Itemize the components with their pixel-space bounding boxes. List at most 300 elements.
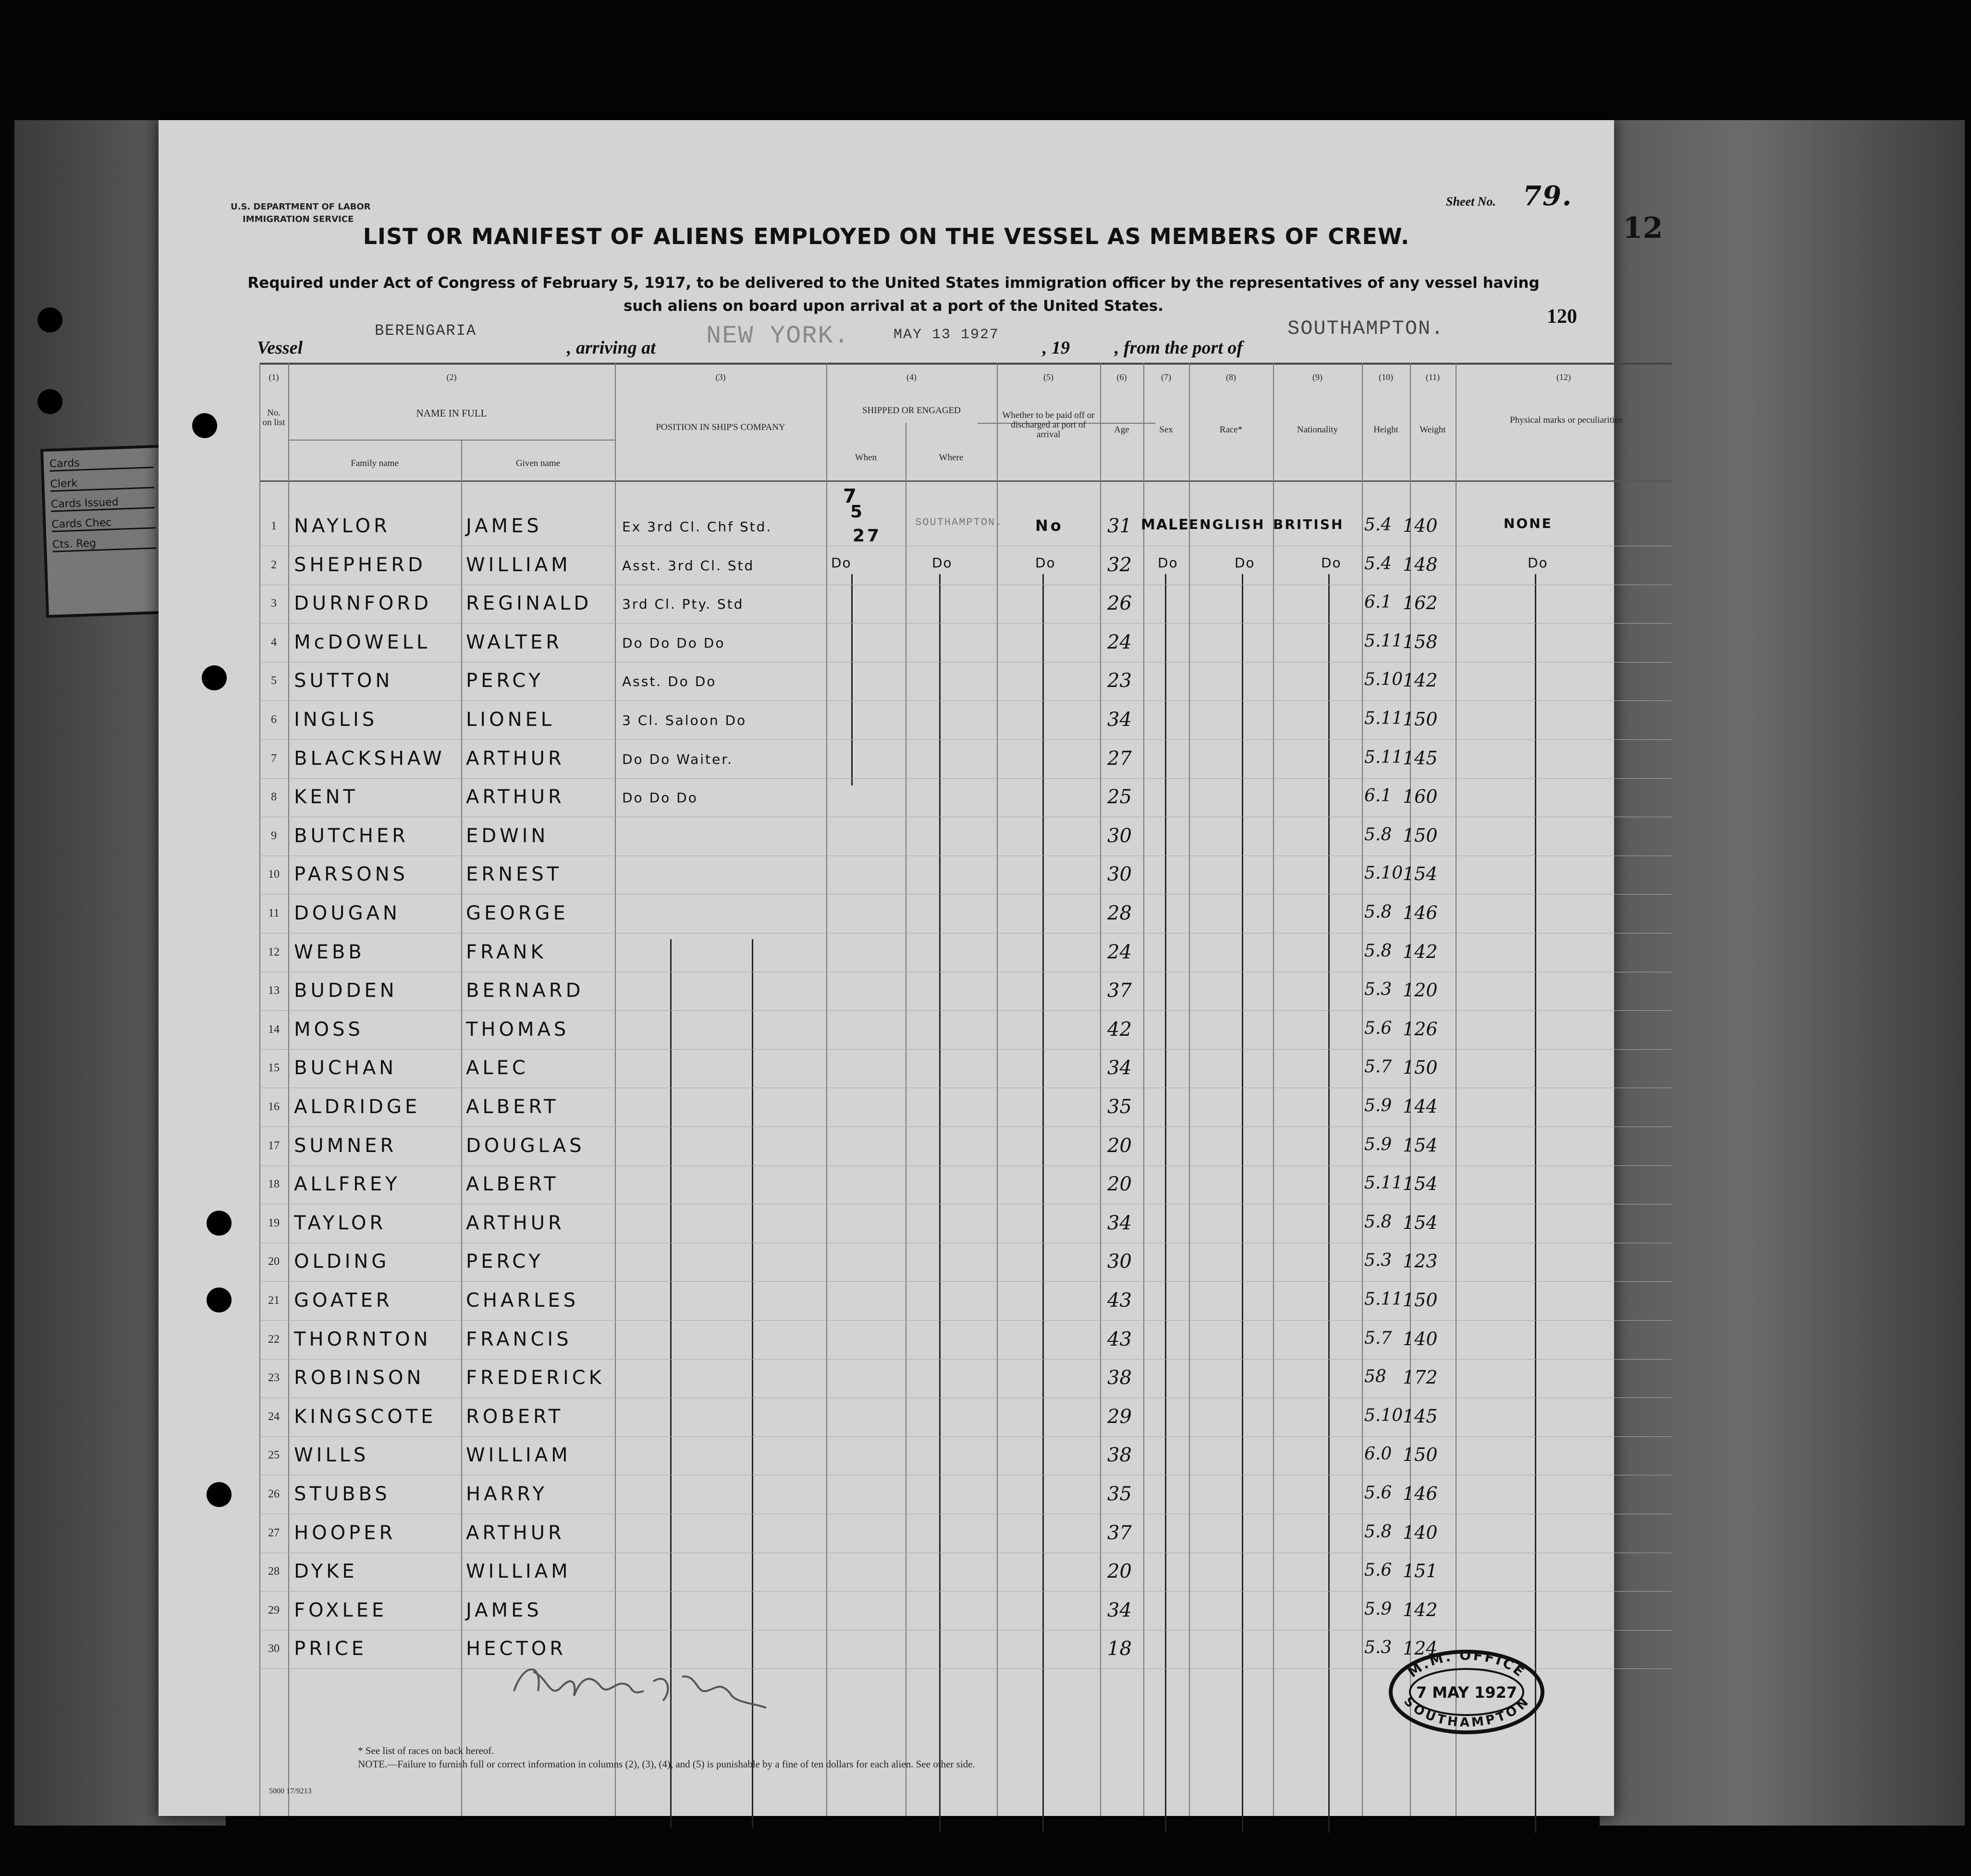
col-number: (1) bbox=[269, 372, 279, 382]
family-name: MOSS bbox=[294, 1018, 364, 1041]
age: 43 bbox=[1107, 1289, 1132, 1312]
header-weight: Weight bbox=[1420, 425, 1446, 435]
given-name: WALTER bbox=[466, 631, 563, 653]
header-paid-off: Whether to be paid off or discharged at port of arrival bbox=[1002, 410, 1095, 440]
age: 35 bbox=[1107, 1096, 1132, 1118]
age: 30 bbox=[1107, 824, 1132, 847]
given-name: BERNARD bbox=[466, 980, 584, 1002]
ditto-line bbox=[1328, 574, 1330, 1833]
weight: 145 bbox=[1403, 747, 1438, 769]
col-rule bbox=[1456, 363, 1457, 1816]
row-number: 20 bbox=[268, 1255, 280, 1268]
height: 5.4 bbox=[1364, 553, 1392, 574]
weight: 124 bbox=[1403, 1638, 1438, 1659]
given-name: ARTHUR bbox=[466, 1212, 565, 1234]
header-sex: Sex bbox=[1159, 425, 1173, 435]
table-top-rule bbox=[259, 363, 1672, 365]
family-name: PRICE bbox=[294, 1638, 367, 1660]
row-number: 27 bbox=[268, 1526, 280, 1539]
ditto-line bbox=[1242, 574, 1243, 1833]
row-number: 18 bbox=[268, 1178, 280, 1191]
ditto-mark: Do bbox=[1528, 555, 1548, 571]
family-name: BUTCHER bbox=[294, 824, 409, 847]
age: 30 bbox=[1107, 863, 1132, 886]
weight: 154 bbox=[1403, 1212, 1438, 1233]
row-number: 26 bbox=[268, 1488, 280, 1500]
row-number: 1 bbox=[271, 520, 277, 532]
height: 5.10 bbox=[1364, 1405, 1403, 1425]
row-number: 10 bbox=[268, 868, 280, 881]
row-number: 7 bbox=[271, 752, 277, 765]
height: 5.11 bbox=[1364, 631, 1403, 651]
family-name: THORNTON bbox=[294, 1328, 431, 1350]
row-rule bbox=[259, 1281, 1672, 1282]
age: 24 bbox=[1107, 631, 1132, 653]
col-rule bbox=[615, 363, 616, 1816]
family-name: OLDING bbox=[294, 1251, 390, 1273]
height: 6.0 bbox=[1364, 1444, 1392, 1464]
weight: 140 bbox=[1403, 1521, 1438, 1543]
stamp-date: 7 MAY 1927 bbox=[1416, 1683, 1518, 1702]
page-title: LIST OR MANIFEST OF ALIENS EMPLOYED ON THE VESSEL AS MEMBERS OF CREW. bbox=[363, 223, 1410, 249]
row-rule bbox=[259, 1165, 1672, 1166]
row-number: 2 bbox=[271, 558, 277, 571]
row-rule bbox=[259, 739, 1672, 740]
col-number: (9) bbox=[1312, 372, 1322, 382]
row-number: 12 bbox=[268, 945, 280, 958]
age: 34 bbox=[1107, 1212, 1132, 1234]
age: 28 bbox=[1107, 902, 1132, 924]
when-month: 5 bbox=[850, 502, 865, 522]
header-where: Where bbox=[939, 453, 964, 463]
weight: 160 bbox=[1403, 786, 1438, 808]
age: 38 bbox=[1107, 1367, 1132, 1389]
manifest-table bbox=[259, 363, 1672, 1816]
given-name: GEORGE bbox=[466, 902, 569, 924]
header-no-on-list: No. on list bbox=[262, 408, 285, 428]
height: 5.8 bbox=[1364, 941, 1392, 961]
given-name: FRANCIS bbox=[466, 1328, 572, 1350]
row-rule bbox=[259, 1436, 1672, 1437]
weight: 126 bbox=[1403, 1018, 1438, 1040]
age: 25 bbox=[1107, 786, 1132, 809]
age: 35 bbox=[1107, 1483, 1132, 1505]
binder-hole bbox=[37, 307, 62, 332]
family-name: DOUGAN bbox=[294, 902, 401, 924]
col-rule bbox=[826, 363, 827, 1816]
height: 5.8 bbox=[1364, 902, 1392, 922]
weight: 154 bbox=[1403, 1134, 1438, 1156]
row-number: 5 bbox=[271, 674, 277, 687]
family-name: TAYLOR bbox=[294, 1212, 387, 1234]
height: 6.1 bbox=[1364, 592, 1392, 613]
binder-hole bbox=[207, 1211, 232, 1236]
age: 18 bbox=[1107, 1638, 1132, 1660]
row-rule bbox=[259, 778, 1672, 779]
weight: 140 bbox=[1403, 515, 1438, 536]
vessel-label: Vessel bbox=[257, 338, 303, 358]
inspector-signature bbox=[504, 1648, 773, 1715]
header-given-name: Given name bbox=[515, 458, 561, 468]
given-name: CHARLES bbox=[466, 1289, 579, 1312]
weight: 162 bbox=[1403, 592, 1438, 614]
age: 20 bbox=[1107, 1560, 1132, 1583]
weight: 142 bbox=[1403, 670, 1438, 691]
row-number: 29 bbox=[268, 1604, 280, 1617]
given-name: ARTHUR bbox=[466, 786, 565, 809]
height: 5.11 bbox=[1364, 1173, 1403, 1193]
agency-subline: IMMIGRATION SERVICE bbox=[243, 214, 354, 224]
age: 24 bbox=[1107, 941, 1132, 963]
page-subtitle: Required under Act of Congress of February 5, 1917, to be delivered to the United States immigration officer by the representatives of any vessel having such aliens on board upon arrival at a port of the United States. bbox=[247, 274, 1540, 315]
family-name: McDOWELL bbox=[294, 631, 431, 653]
height: 5.6 bbox=[1364, 1018, 1392, 1038]
col-number: (3) bbox=[715, 372, 726, 382]
given-name: PERCY bbox=[466, 1251, 544, 1273]
vessel-name: BERENGARIA bbox=[375, 322, 477, 340]
col-rule bbox=[1100, 363, 1101, 1816]
name-subhead-rule bbox=[288, 440, 615, 441]
ditto-line bbox=[939, 574, 941, 1833]
family-name: KENT bbox=[294, 786, 358, 809]
family-name: SHEPHERD bbox=[294, 553, 426, 576]
row-number: 15 bbox=[268, 1062, 280, 1075]
stamp-graphic bbox=[1387, 1648, 1546, 1734]
left-stamp-line: Cards Chec bbox=[51, 515, 156, 532]
col-number: (2) bbox=[446, 372, 457, 382]
family-name: KINGSCOTE bbox=[294, 1405, 437, 1428]
footnote-penalty: NOTE.—Failure to furnish full or correct information in columns (2), (3), (4), and (5) is punishable by a fine of ten dollars for each alien. See other side. bbox=[358, 1758, 975, 1770]
signature-stroke bbox=[514, 1669, 766, 1708]
weight: 123 bbox=[1403, 1251, 1438, 1272]
header-bottom-rule bbox=[259, 480, 1672, 482]
ditto-line bbox=[1535, 574, 1536, 1833]
weight: 148 bbox=[1403, 553, 1438, 575]
row-number: 28 bbox=[268, 1565, 280, 1578]
row-rule bbox=[259, 1591, 1672, 1592]
weight: 150 bbox=[1403, 1444, 1438, 1466]
age: 43 bbox=[1107, 1328, 1132, 1350]
height: 5.8 bbox=[1364, 1212, 1392, 1232]
page-number: 120 bbox=[1547, 306, 1577, 328]
position: 3 Cl. Saloon Do bbox=[622, 712, 747, 728]
sheet-label: Sheet No. bbox=[1446, 195, 1496, 208]
col-rule bbox=[259, 363, 260, 1816]
given-name: WILLIAM bbox=[466, 1444, 571, 1467]
arrival-date: MAY 13 1927 bbox=[894, 327, 1000, 343]
binder-hole bbox=[192, 413, 217, 438]
age: 42 bbox=[1107, 1018, 1132, 1041]
weight: 172 bbox=[1403, 1367, 1438, 1388]
given-name: ARTHUR bbox=[466, 1521, 565, 1544]
row-number: 3 bbox=[271, 597, 277, 610]
given-name: HECTOR bbox=[466, 1638, 566, 1660]
given-name: REGINALD bbox=[466, 592, 592, 615]
row-number: 25 bbox=[268, 1449, 280, 1462]
age: 34 bbox=[1107, 709, 1132, 731]
age: 29 bbox=[1107, 1405, 1132, 1428]
left-stamp-line: Cards Issued bbox=[51, 495, 155, 512]
height: 5.10 bbox=[1364, 670, 1403, 690]
given-name: THOMAS bbox=[466, 1018, 570, 1041]
age: 20 bbox=[1107, 1173, 1132, 1196]
height: 58 bbox=[1364, 1367, 1386, 1387]
corner-mark: 12 bbox=[1623, 211, 1663, 245]
row-number: 23 bbox=[268, 1372, 280, 1385]
height: 5.3 bbox=[1364, 1638, 1392, 1658]
given-name: ALBERT bbox=[466, 1173, 559, 1196]
given-name: ERNEST bbox=[466, 863, 563, 886]
header-when: When bbox=[855, 453, 877, 463]
family-name: FOXLEE bbox=[294, 1599, 388, 1621]
binder-hole bbox=[37, 389, 62, 414]
binder-hole bbox=[202, 665, 227, 690]
height: 5.3 bbox=[1364, 980, 1392, 1000]
family-name: GOATER bbox=[294, 1289, 393, 1312]
given-name: FRANK bbox=[466, 941, 547, 963]
header-nationality: Nationality bbox=[1297, 425, 1338, 435]
weight: 145 bbox=[1403, 1405, 1438, 1427]
header-age: Age bbox=[1114, 425, 1129, 435]
weight: 146 bbox=[1403, 902, 1438, 923]
header-race: Race* bbox=[1219, 425, 1243, 435]
ditto-mark: Do bbox=[1158, 555, 1178, 571]
row-number: 8 bbox=[271, 791, 277, 804]
family-name: WEBB bbox=[294, 941, 365, 963]
family-name: BUDDEN bbox=[294, 980, 398, 1002]
given-name: EDWIN bbox=[466, 824, 549, 847]
family-name: BUCHAN bbox=[294, 1057, 397, 1079]
ditto-mark: Do bbox=[831, 555, 852, 571]
col-number: (10) bbox=[1379, 372, 1393, 382]
position: Ex 3rd Cl. Chf Std. bbox=[622, 519, 772, 535]
col-number: (6) bbox=[1116, 372, 1127, 382]
height: 5.8 bbox=[1364, 824, 1392, 845]
height: 5.6 bbox=[1364, 1483, 1392, 1503]
height: 5.9 bbox=[1364, 1599, 1392, 1619]
row-number: 4 bbox=[271, 636, 277, 649]
weight: 142 bbox=[1403, 1599, 1438, 1620]
age: 23 bbox=[1107, 670, 1132, 692]
col-rule bbox=[461, 440, 462, 1816]
given-name: JAMES bbox=[466, 515, 542, 537]
family-name: DYKE bbox=[294, 1560, 358, 1583]
nationality-value: BRITISH bbox=[1273, 516, 1344, 532]
age: 31 bbox=[1107, 515, 1132, 537]
agency-line: U.S. DEPARTMENT OF LABOR bbox=[231, 202, 371, 212]
family-name: PARSONS bbox=[294, 863, 408, 886]
row-number: 21 bbox=[268, 1294, 280, 1307]
age: 34 bbox=[1107, 1057, 1132, 1079]
age: 27 bbox=[1107, 747, 1132, 770]
manifest-sheet bbox=[159, 120, 1622, 1816]
family-name: ALDRIDGE bbox=[294, 1096, 421, 1118]
row-number: 6 bbox=[271, 713, 277, 726]
row-number: 9 bbox=[271, 829, 277, 842]
row-rule bbox=[259, 1010, 1672, 1011]
weight: 140 bbox=[1403, 1328, 1438, 1349]
height: 5.9 bbox=[1364, 1096, 1392, 1116]
position: Do Do Do Do bbox=[622, 635, 725, 651]
age: 32 bbox=[1107, 553, 1132, 576]
stamp-bottom-text: SOUTHAMPTON bbox=[1401, 1694, 1532, 1730]
sheet-number: 79. bbox=[1523, 180, 1573, 212]
ditto-mark: Do bbox=[1035, 555, 1056, 571]
row-number: 11 bbox=[268, 907, 280, 920]
given-name: WILLIAM bbox=[466, 1560, 571, 1583]
race-value: ENGLISH bbox=[1189, 516, 1265, 532]
height: 5.11 bbox=[1364, 1289, 1403, 1309]
family-name: WILLS bbox=[294, 1444, 369, 1467]
position: Asst. 3rd Cl. Std bbox=[622, 557, 755, 574]
weight: 120 bbox=[1403, 980, 1438, 1001]
col-rule bbox=[1189, 363, 1190, 1816]
col-rule bbox=[1410, 363, 1411, 1816]
height: 5.4 bbox=[1364, 515, 1392, 535]
footnote-races: * See list of races on back hereof. bbox=[358, 1745, 494, 1756]
family-name: INGLIS bbox=[294, 709, 378, 731]
weight: 150 bbox=[1403, 1057, 1438, 1079]
header-position: POSITION IN SHIP'S COMPANY bbox=[656, 422, 785, 432]
stamp-top-text: M.M. OFFICE bbox=[1405, 1648, 1529, 1681]
row-number: 13 bbox=[268, 984, 280, 997]
col-number: (11) bbox=[1425, 372, 1440, 382]
col-number: (12) bbox=[1556, 372, 1571, 382]
family-name: STUBBS bbox=[294, 1483, 391, 1505]
paid-off-value: No bbox=[1035, 516, 1064, 535]
height: 5.6 bbox=[1364, 1560, 1392, 1581]
row-rule bbox=[259, 1630, 1672, 1631]
col-rule bbox=[1273, 363, 1274, 1816]
family-name: ROBINSON bbox=[294, 1367, 425, 1389]
age: 37 bbox=[1107, 1521, 1132, 1544]
col-rule bbox=[288, 363, 289, 1816]
given-name: ALEC bbox=[466, 1057, 529, 1079]
family-name: SUTTON bbox=[294, 670, 393, 692]
weight: 142 bbox=[1403, 941, 1438, 962]
col-rule bbox=[1143, 363, 1144, 1816]
when-day: 7 bbox=[843, 485, 859, 507]
row-rule bbox=[259, 1359, 1672, 1360]
left-stamp-line: Cts. Reg bbox=[52, 535, 156, 552]
col-rule bbox=[1362, 363, 1363, 1816]
given-name: FREDERICK bbox=[466, 1367, 605, 1389]
row-number: 22 bbox=[268, 1333, 280, 1346]
given-name: LIONEL bbox=[466, 709, 555, 731]
when-year: 27 bbox=[853, 526, 882, 546]
height: 5.7 bbox=[1364, 1328, 1392, 1348]
col-number: (8) bbox=[1226, 372, 1236, 382]
col-rule bbox=[997, 363, 998, 1816]
left-stamp-line: Cards bbox=[49, 454, 154, 472]
weight: 150 bbox=[1403, 824, 1438, 846]
weight: 154 bbox=[1403, 863, 1438, 885]
year-label: , 19 bbox=[1042, 338, 1070, 358]
arrival-port: NEW YORK. bbox=[706, 322, 850, 350]
age: 26 bbox=[1107, 592, 1132, 615]
age: 37 bbox=[1107, 980, 1132, 1002]
ditto-mark: Do bbox=[932, 555, 953, 571]
given-name: ARTHUR bbox=[466, 747, 565, 770]
family-name: NAYLOR bbox=[294, 515, 391, 537]
height: 5.10 bbox=[1364, 863, 1403, 883]
height: 5.7 bbox=[1364, 1057, 1392, 1077]
row-rule bbox=[259, 623, 1672, 624]
position: Asst. Do Do bbox=[622, 674, 717, 690]
given-name: ALBERT bbox=[466, 1096, 559, 1118]
height: 6.1 bbox=[1364, 786, 1392, 806]
position: Do Do Do bbox=[622, 790, 698, 806]
given-name: ROBERT bbox=[466, 1405, 564, 1428]
age: 20 bbox=[1107, 1134, 1132, 1157]
family-name: HOOPER bbox=[294, 1521, 396, 1544]
position: 3rd Cl. Pty. Std bbox=[622, 596, 744, 613]
header-shipped: SHIPPED OR ENGAGED bbox=[862, 405, 961, 416]
row-rule bbox=[259, 1320, 1672, 1321]
row-number: 16 bbox=[268, 1101, 280, 1113]
arriving-label: , arriving at bbox=[567, 338, 656, 358]
col-number: (5) bbox=[1043, 372, 1053, 382]
mm-office-stamp bbox=[1387, 1648, 1546, 1734]
header-family-name: Family name bbox=[351, 458, 399, 468]
age: 34 bbox=[1107, 1599, 1132, 1621]
binder-hole bbox=[207, 1482, 232, 1507]
height: 5.9 bbox=[1364, 1134, 1392, 1154]
weight: 146 bbox=[1403, 1483, 1438, 1504]
ditto-line bbox=[1042, 574, 1044, 1833]
weight: 154 bbox=[1403, 1173, 1438, 1195]
left-clerk-stamp bbox=[40, 445, 167, 618]
given-name: PERCY bbox=[466, 670, 544, 692]
row-rule bbox=[259, 894, 1672, 895]
weight: 151 bbox=[1403, 1560, 1438, 1582]
age: 30 bbox=[1107, 1251, 1132, 1273]
height: 5.3 bbox=[1364, 1251, 1392, 1271]
row-rule bbox=[259, 700, 1672, 701]
form-number: 5000 17/9213 bbox=[269, 1787, 312, 1795]
ditto-line bbox=[1165, 574, 1166, 1833]
row-number: 24 bbox=[268, 1410, 280, 1423]
height: 5.11 bbox=[1364, 747, 1403, 767]
where-engaged: SOUTHAMPTON. bbox=[915, 516, 1003, 528]
family-name: DURNFORD bbox=[294, 592, 432, 615]
given-name: DOUGLAS bbox=[466, 1134, 585, 1157]
from-port-label: , from the port of bbox=[1114, 338, 1243, 358]
given-name: HARRY bbox=[466, 1483, 548, 1505]
family-name: BLACKSHAW bbox=[294, 747, 445, 770]
departure-port: SOUTHAMPTON. bbox=[1287, 317, 1445, 340]
row-number: 14 bbox=[268, 1023, 280, 1036]
header-name-in-full: NAME IN FULL bbox=[416, 407, 487, 419]
left-stamp-line: Clerk bbox=[50, 475, 154, 492]
weight: 150 bbox=[1403, 1289, 1438, 1311]
age: 38 bbox=[1107, 1444, 1132, 1467]
weight: 144 bbox=[1403, 1096, 1438, 1117]
position: Do Do Waiter. bbox=[622, 751, 734, 767]
col-number: (4) bbox=[906, 372, 917, 382]
header-physical-marks: Physical marks or peculiarities bbox=[1510, 415, 1622, 425]
family-name: SUMNER bbox=[294, 1134, 397, 1157]
row-number: 19 bbox=[268, 1216, 280, 1229]
height: 5.8 bbox=[1364, 1521, 1392, 1542]
family-name: ALLFREY bbox=[294, 1173, 401, 1196]
ditto-line bbox=[851, 574, 853, 785]
weight: 158 bbox=[1403, 631, 1438, 652]
row-rule bbox=[259, 1049, 1672, 1050]
row-number: 30 bbox=[268, 1643, 280, 1655]
ditto-mark: Do bbox=[1235, 555, 1255, 571]
given-name: JAMES bbox=[466, 1599, 542, 1621]
